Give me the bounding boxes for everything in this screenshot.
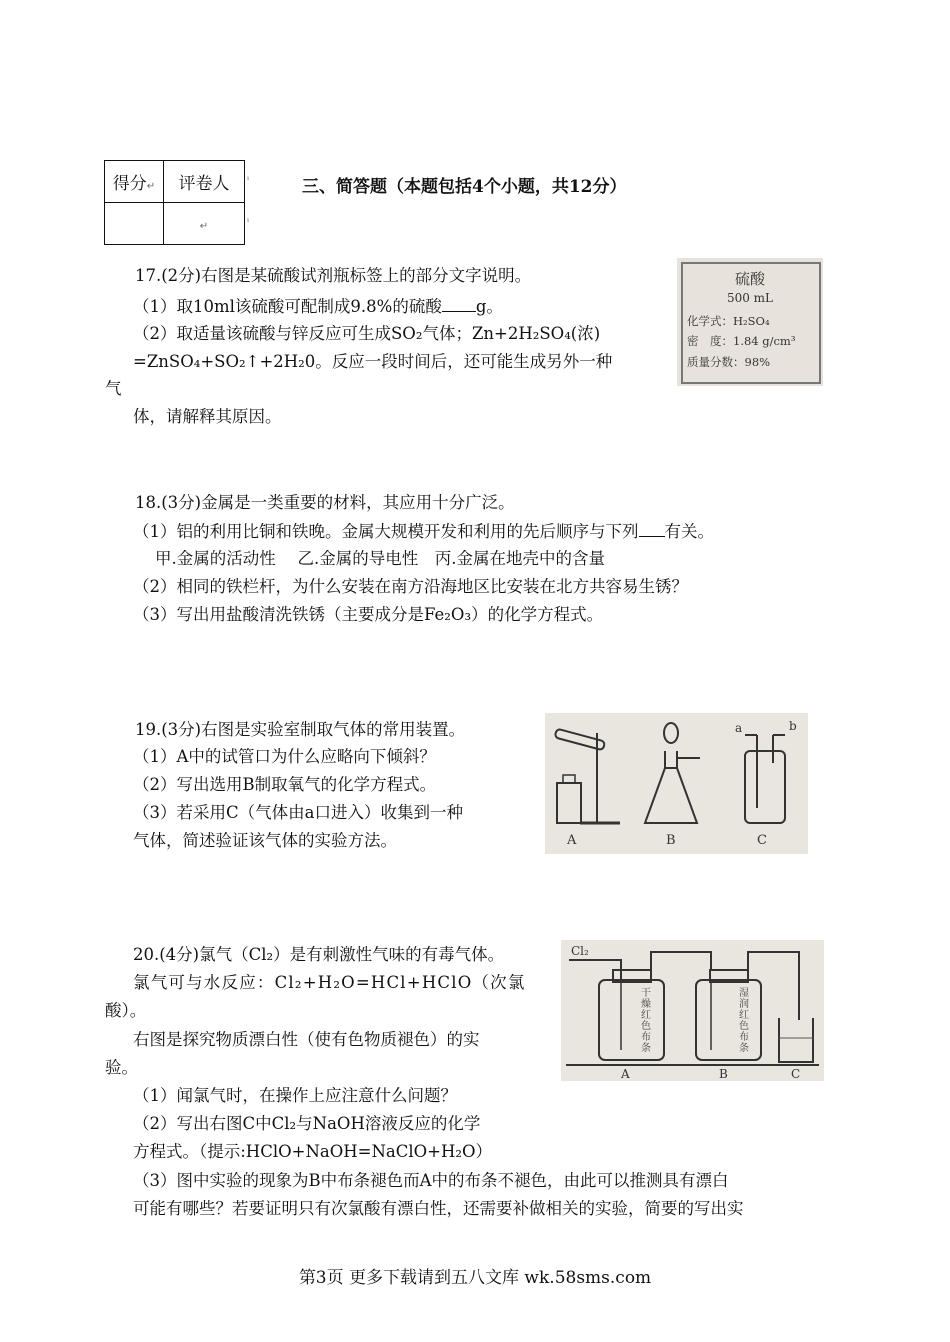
q17-part2-line1: （2）取适量该硫酸与锌反应可生成SO₂气体；Zn+2H₂SO₄(浓) xyxy=(133,324,601,343)
q18-options: 甲.金属的活动性 乙.金属的导电性 丙.金属在地壳中的含量 xyxy=(155,549,605,568)
label-volume: 500 mL xyxy=(726,291,774,305)
figure-label-b: B xyxy=(666,833,676,848)
acid-label-figure xyxy=(677,258,823,386)
q19-part2: （2）写出选用B制取氧气的化学方程式。 xyxy=(133,775,437,794)
label-formula: 化学式：H₂SO₄ xyxy=(687,314,770,328)
q20-part3-line2: 可能有哪些？若要证明只有次氯酸有漂白性，还需要补做相关的实验，简要的写出实 xyxy=(133,1199,744,1218)
q20-line4: 右图是探究物质漂白性（使有色物质褪色）的实 xyxy=(133,1030,480,1049)
q17-part1: （1）取10ml该硫酸可配制成9.8%的硫酸 g。 xyxy=(133,297,503,316)
q20-part2-line2: 方程式。（提示:HClO+NaOH=NaClO+H₂O） xyxy=(133,1142,493,1161)
grader-cell: ↵ xyxy=(164,203,245,245)
q20-line2: 氯气可与水反应：Cl₂+H₂O=HCl+HClO（次氯 xyxy=(133,973,526,992)
figure-label-a: A xyxy=(567,833,577,848)
port-b-label: b xyxy=(789,719,797,733)
gas-apparatus-figure xyxy=(545,713,808,854)
grader-header: 评卷人 xyxy=(164,161,245,203)
q20-stem: 20.(4分)氯气（Cl₂）是有刺激性气味的有毒气体。 xyxy=(133,945,505,964)
answer-blank xyxy=(639,520,665,537)
dry-cloth-label: 干燥红色布条 xyxy=(641,988,651,1054)
page-footer: 第3页 更多下载请到五八文库 wk.58sms.com xyxy=(298,1268,652,1288)
q20-part3-line1: （3）图中实验的现象为B中布条褪色而A中的布条不褪色，由此可以推测具有漂白 xyxy=(133,1171,729,1190)
label-mass-fraction: 质量分数：98% xyxy=(687,355,771,369)
q19-part1: （1）A中的试管口为什么应略向下倾斜？ xyxy=(133,747,436,766)
wet-cloth-label: 湿润红色布条 xyxy=(739,988,749,1054)
answer-blank xyxy=(442,295,476,312)
q19-part3-line1: （3）若采用C（气体由a口进入）收集到一种 xyxy=(133,803,463,822)
q17-part2-line4: 体，请解释其原因。 xyxy=(133,407,282,426)
chlorine-apparatus-figure xyxy=(561,940,824,1081)
q20-part1: （1）闻氯气时，在操作上应注意什么问题？ xyxy=(133,1086,457,1105)
table-mark: ᵢ xyxy=(247,214,250,225)
score-header: 得分↵ xyxy=(105,161,164,203)
q20-line5: 验。 xyxy=(105,1058,138,1077)
q18-part3: （3）写出用盐酸清洗铁锈（主要成分是Fe₂O₃）的化学方程式。 xyxy=(133,605,604,624)
q18-part1: （1）铝的利用比铜和铁晚。金属大规模开发和利用的先后顺序与下列 有关。 xyxy=(133,522,714,541)
figure-label-a: A xyxy=(621,1067,630,1081)
figure-label-c: C xyxy=(791,1067,801,1081)
q17-part2-line3: 气 xyxy=(105,379,122,398)
cl2-label: Cl₂ xyxy=(571,944,589,958)
q19-stem: 19.(3分)右图是实验室制取气体的常用装置。 xyxy=(135,720,466,739)
table-mark: ᵢ xyxy=(247,172,250,183)
label-density: 密 度：1.84 g/cm³ xyxy=(687,334,796,348)
port-a-label: a xyxy=(735,721,743,735)
chlorine-drawing xyxy=(561,940,824,1081)
label-name: 硫酸 xyxy=(734,270,765,288)
score-cell xyxy=(105,203,164,245)
q20-part2-line1: （2）写出右图C中Cl₂与NaOH溶液反应的化学 xyxy=(133,1114,481,1133)
q19-part3-line2: 气体，简述验证该气体的实验方法。 xyxy=(133,831,397,850)
q18-stem: 18.(3分)金属是一类重要的材料，其应用十分广泛。 xyxy=(135,493,515,512)
q17-stem: 17.(2分)右图是某硫酸试剂瓶标签上的部分文字说明。 xyxy=(135,266,532,285)
score-table xyxy=(104,160,245,245)
figure-label-b: B xyxy=(719,1067,728,1081)
q17-part2-line2: =ZnSO₄+SO₂↑+2H₂0。反应一段时间后，还可能生成另外一种 xyxy=(133,352,613,371)
q20-line3: 酸）。 xyxy=(105,1001,147,1020)
section-title: 三、简答题（本题包括4个小题，共12分） xyxy=(302,177,627,197)
apparatus-drawing xyxy=(545,713,808,854)
figure-label-c: C xyxy=(757,833,767,848)
q18-part2: （2）相同的铁栏杆，为什么安装在南方沿海地区比安装在北方共容易生锈？ xyxy=(133,577,688,596)
